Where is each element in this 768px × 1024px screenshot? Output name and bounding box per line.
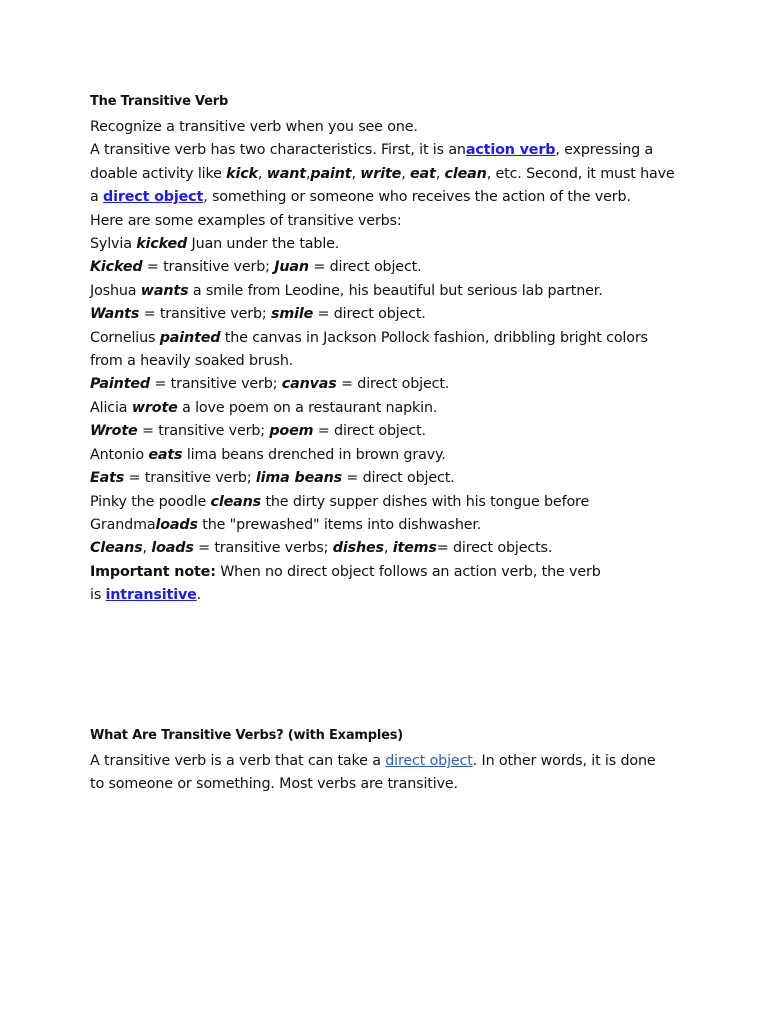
text: the canvas in Jackson Pollock fashion, dribbling bright colors: [220, 329, 648, 346]
example-sentence-cont: [90, 350, 690, 373]
text: ,: [351, 165, 361, 182]
action-verb-link[interactable]: action verb: [465, 142, 556, 159]
example-verb: paint: [310, 165, 352, 182]
text: , etc. Second, it must have: [486, 165, 675, 182]
example-note: [90, 467, 690, 490]
text: Here are some examples of transitive verbs:: [90, 212, 402, 229]
example-verb: eats: [148, 446, 183, 463]
section-title: The Transitive Verb: [90, 94, 229, 109]
text: = direct object.: [342, 470, 455, 487]
text: a love poem on a restaurant napkin.: [177, 399, 438, 416]
text: Alicia: [90, 399, 132, 416]
text: ,: [383, 540, 393, 557]
section-transitive-verb: [90, 92, 690, 608]
example-verb: Eats: [90, 470, 125, 487]
text: , expressing a: [555, 142, 654, 159]
example-verb: write: [360, 165, 402, 182]
example-verb: Wants: [90, 306, 140, 323]
text: lima beans drenched in brown gravy.: [182, 446, 446, 463]
example-verb: Cleans: [90, 540, 143, 557]
example-note: [90, 537, 690, 560]
text: , something or someone who receives the action of the verb.: [203, 189, 631, 206]
text: = direct object.: [313, 423, 426, 440]
important-note: [90, 561, 690, 584]
text: . In other words, it is done: [472, 753, 656, 769]
text: Joshua: [90, 282, 141, 299]
text: Grandma: [90, 516, 156, 533]
text: the "prewashed" items into dishwasher.: [197, 516, 482, 533]
example-object: smile: [270, 306, 314, 323]
example-sentence: [90, 397, 690, 420]
paragraph-line: [90, 186, 690, 209]
example-verb: kick: [226, 165, 258, 182]
text: = direct object.: [336, 376, 450, 393]
example-object: poem: [269, 423, 314, 440]
text: A transitive verb has two characteristics. First, it is an: [90, 142, 466, 159]
text: ,: [401, 165, 410, 182]
text: = direct objects.: [436, 540, 553, 557]
paragraph-line: [90, 139, 690, 162]
example-object: items: [392, 540, 437, 557]
section-title: What Are Transitive Verbs? (with Examples): [90, 728, 404, 743]
example-sentence: [90, 444, 690, 467]
example-verb: painted: [159, 329, 221, 346]
text: ,: [142, 540, 152, 557]
text: = transitive verb;: [124, 470, 256, 487]
intro-line: [90, 116, 690, 139]
direct-object-link[interactable]: direct object: [385, 753, 473, 769]
example-note: [90, 256, 690, 279]
example-verb: wants: [140, 282, 189, 299]
text: ,: [257, 165, 267, 182]
paragraph-line: [90, 750, 690, 773]
example-note: [90, 303, 690, 326]
text: from a heavily soaked brush.: [90, 353, 294, 370]
text: Pinky the poodle: [90, 493, 211, 510]
example-object: canvas: [281, 376, 337, 393]
example-verb: Kicked: [90, 259, 143, 276]
example-sentence-cont: [90, 514, 690, 537]
text: = transitive verb;: [137, 423, 270, 440]
examples-intro: [90, 210, 690, 233]
example-verb: loads: [151, 540, 194, 557]
text: Antonio: [90, 446, 149, 463]
important-note-label: Important note:: [90, 563, 216, 580]
text: a: [90, 189, 104, 206]
example-verb: kicked: [136, 236, 188, 253]
text: Sylvia: [90, 236, 137, 253]
intransitive-link[interactable]: intransitive: [105, 587, 197, 604]
text: ,: [435, 165, 445, 182]
example-verb: clean: [444, 165, 487, 182]
example-verb: Painted: [90, 376, 151, 393]
text: = direct object.: [313, 306, 426, 323]
text: is: [90, 587, 106, 604]
example-object: lima beans: [255, 470, 343, 487]
text: Juan under the table.: [187, 236, 340, 253]
text: A transitive verb is a verb that can take a: [90, 753, 386, 769]
text: = direct object.: [308, 259, 422, 276]
example-verb: wrote: [131, 399, 178, 416]
example-note: [90, 373, 690, 396]
example-sentence: [90, 491, 690, 514]
example-note: [90, 420, 690, 443]
intro-text: Recognize a transitive verb when you see one.: [90, 119, 418, 135]
text: = transitive verb;: [142, 259, 275, 276]
paragraph-line: [90, 773, 690, 796]
text: the dirty supper dishes with his tongue before: [261, 493, 590, 510]
text: to someone or something. Most verbs are transitive.: [90, 776, 458, 792]
example-object: Juan: [274, 259, 309, 276]
text: = transitive verb;: [150, 376, 282, 393]
text: When no direct object follows an action verb, the verb: [215, 563, 601, 580]
text: ,: [306, 165, 311, 182]
text: .: [196, 587, 202, 604]
example-verb: want: [266, 165, 306, 182]
text: Cornelius: [90, 329, 160, 346]
example-verb: loads: [155, 516, 198, 533]
example-sentence: [90, 280, 690, 303]
example-object: dishes: [332, 540, 384, 557]
example-verb: Wrote: [90, 423, 138, 440]
example-sentence: [90, 233, 690, 256]
text: a smile from Leodine, his beautiful but serious lab partner.: [188, 282, 603, 299]
example-verb: eat: [410, 165, 436, 182]
text: = transitive verbs;: [193, 540, 333, 557]
direct-object-link[interactable]: direct object: [103, 189, 204, 206]
section-what-are-transitive-verbs: [90, 726, 690, 796]
example-sentence: [90, 327, 690, 350]
text: = transitive verb;: [139, 306, 271, 323]
example-verb: cleans: [210, 493, 262, 510]
paragraph-line: [90, 163, 690, 186]
text: doable activity like: [90, 165, 227, 182]
important-note-cont: [90, 584, 690, 607]
